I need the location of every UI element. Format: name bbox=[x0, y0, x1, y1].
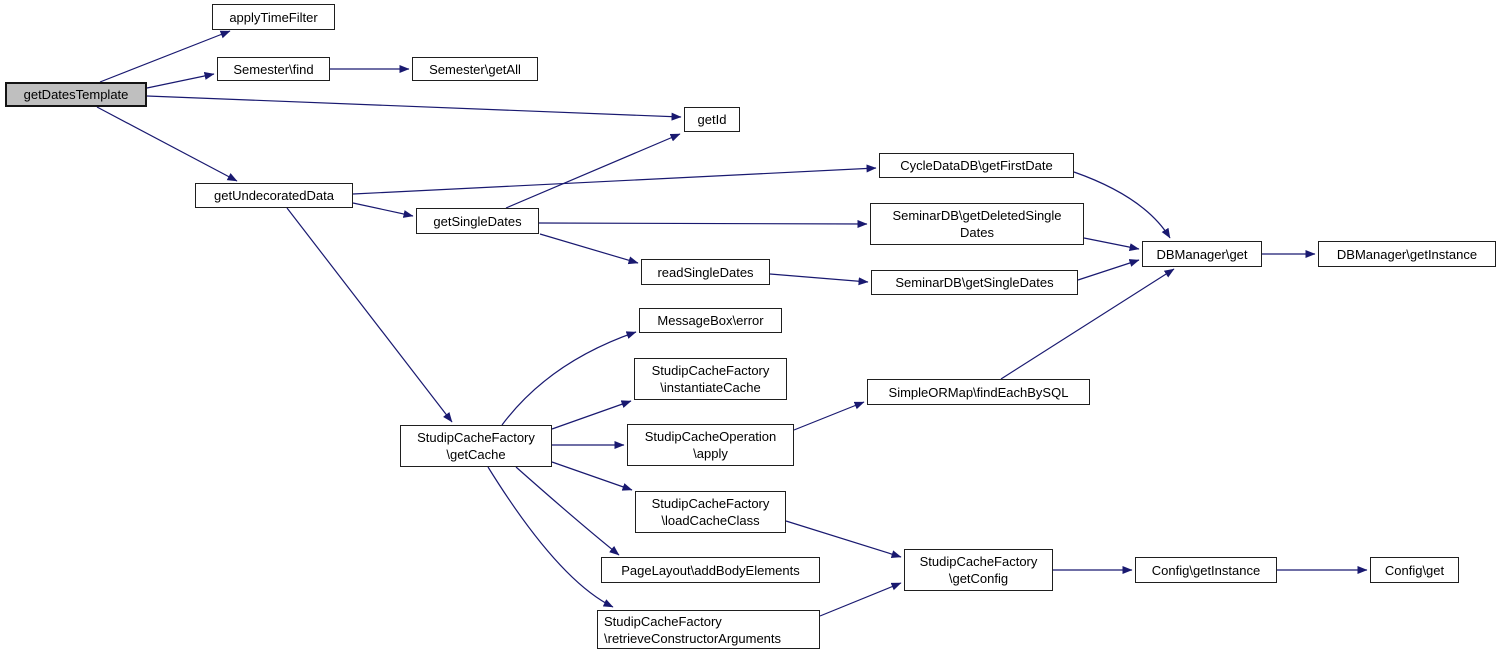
node-simpleormap-findEachBySQL[interactable] bbox=[867, 379, 1090, 405]
node-label-line: CycleDataDB\getFirstDate bbox=[900, 158, 1053, 173]
node-label-line: PageLayout\addBodyElements bbox=[621, 562, 800, 578]
edge-getUndecoratedData-to-cycledatadb-getFirstDate bbox=[353, 168, 876, 194]
edge-studipcachefactory-loadCacheClass-to-studipcachefactory-getConfig bbox=[786, 521, 901, 557]
node-label-line: Dates bbox=[960, 225, 994, 240]
edge-getSingleDates-to-getId bbox=[506, 134, 680, 208]
edge-studipcachefactory-getCache-to-studipcachefactory-retrieveConstructorArguments bbox=[488, 467, 613, 607]
edge-studipcachefactory-getCache-to-messagebox-error bbox=[502, 332, 636, 425]
node-label-line: getSingleDates bbox=[433, 213, 522, 229]
node-label-line: StudipCacheFactory bbox=[417, 430, 535, 445]
node-studipcacheoperation-apply[interactable] bbox=[627, 424, 794, 466]
edge-getDatesTemplate-to-semester-find bbox=[147, 74, 214, 88]
edge-studipcacheoperation-apply-to-simpleormap-findEachBySQL bbox=[794, 402, 864, 430]
node-label-line: getId bbox=[697, 112, 727, 127]
node-readSingleDates[interactable] bbox=[641, 259, 770, 285]
edge-getSingleDates-to-seminardb-getDeletedSingleDates bbox=[539, 223, 867, 224]
edge-studipcachefactory-getCache-to-studipcachefactory-instantiateCache bbox=[552, 401, 631, 429]
node-label-line: MessageBox\error bbox=[657, 313, 764, 328]
node-studipcachefactory-getCache[interactable] bbox=[400, 425, 552, 467]
edge-getUndecoratedData-to-getSingleDates bbox=[353, 203, 413, 216]
node-messagebox-error[interactable] bbox=[639, 308, 782, 333]
node-label-line: StudipCacheOperation bbox=[644, 429, 777, 444]
edge-cycledatadb-getFirstDate-to-dbmanager-get bbox=[1074, 172, 1170, 238]
node-config-getInstance[interactable] bbox=[1135, 557, 1277, 583]
node-pagelayout-addBodyElements[interactable] bbox=[601, 557, 820, 583]
node-label-line: \apply bbox=[693, 446, 728, 461]
node-label-line: \getCache bbox=[446, 447, 506, 462]
node-label-line: \instantiateCache bbox=[660, 380, 761, 395]
node-label-line: Semester\find bbox=[233, 61, 314, 77]
node-getDatesTemplate[interactable] bbox=[5, 82, 147, 107]
edge-getUndecoratedData-to-studipcachefactory-getCache bbox=[287, 208, 452, 422]
node-label-line: Semester\getAll bbox=[429, 61, 521, 77]
node-label-line: DBManager\getInstance bbox=[1336, 246, 1478, 262]
node-label-line: StudipCacheFactory bbox=[651, 496, 770, 511]
node-dbmanager-get[interactable] bbox=[1142, 241, 1262, 267]
node-getSingleDates[interactable] bbox=[416, 208, 539, 234]
node-label-line: DBManager\get bbox=[1156, 246, 1248, 262]
edge-getSingleDates-to-readSingleDates bbox=[540, 234, 638, 263]
node-dbmanager-getInstance[interactable] bbox=[1318, 241, 1496, 267]
node-label-line: readSingleDates bbox=[657, 264, 754, 280]
edge-studipcachefactory-retrieveConstructorArguments-to-studipcachefactory-getConfig bbox=[820, 583, 901, 616]
edge-getDatesTemplate-to-getId bbox=[147, 96, 681, 117]
edge-getDatesTemplate-to-getUndecoratedData bbox=[97, 107, 237, 181]
node-label-line: getUndecoratedData bbox=[214, 188, 334, 203]
node-label-line: SimpleORMap\findEachBySQL bbox=[888, 384, 1069, 400]
edge-seminardb-getDeletedSingleDates-to-dbmanager-get bbox=[1084, 238, 1139, 249]
node-config-get[interactable] bbox=[1370, 557, 1459, 583]
node-cycledatadb-getFirstDate[interactable] bbox=[879, 153, 1074, 178]
node-studipcachefactory-instantiateCache[interactable] bbox=[634, 358, 787, 400]
node-studipcachefactory-retrieveConstructorArguments[interactable] bbox=[597, 610, 820, 649]
edge-seminardb-getSingleDates-to-dbmanager-get bbox=[1078, 260, 1139, 280]
node-seminardb-getDeletedSingleDates[interactable] bbox=[870, 203, 1084, 245]
node-applyTimeFilter[interactable] bbox=[212, 4, 335, 30]
node-label-line: SeminarDB\getSingleDates bbox=[895, 275, 1054, 290]
node-label-line: \retrieveConstructorArguments bbox=[604, 630, 782, 646]
node-label-line: getDatesTemplate bbox=[23, 87, 129, 102]
node-studipcachefactory-getConfig[interactable] bbox=[904, 549, 1053, 591]
node-semester-getAll[interactable] bbox=[412, 57, 538, 81]
node-label-line: StudipCacheFactory bbox=[651, 363, 770, 378]
node-label-line: Config\get bbox=[1384, 562, 1445, 578]
node-label-line: SeminarDB\getDeletedSingle bbox=[892, 208, 1062, 223]
node-label-line: applyTimeFilter bbox=[229, 9, 318, 25]
node-label-line: StudipCacheFactory bbox=[604, 613, 722, 629]
node-label-line: \getConfig bbox=[948, 571, 1009, 586]
node-label-line: Config\getInstance bbox=[1151, 562, 1261, 578]
node-label-line: StudipCacheFactory bbox=[919, 554, 1038, 569]
node-studipcachefactory-loadCacheClass[interactable] bbox=[635, 491, 786, 533]
edge-studipcachefactory-getCache-to-studipcachefactory-loadCacheClass bbox=[552, 462, 632, 490]
node-semester-find[interactable] bbox=[217, 57, 330, 81]
edge-readSingleDates-to-seminardb-getSingleDates bbox=[770, 274, 868, 282]
node-seminardb-getSingleDates[interactable] bbox=[871, 270, 1078, 295]
node-label-line: \loadCacheClass bbox=[661, 513, 760, 528]
node-getId[interactable] bbox=[684, 107, 740, 132]
node-getUndecoratedData[interactable] bbox=[195, 183, 353, 208]
